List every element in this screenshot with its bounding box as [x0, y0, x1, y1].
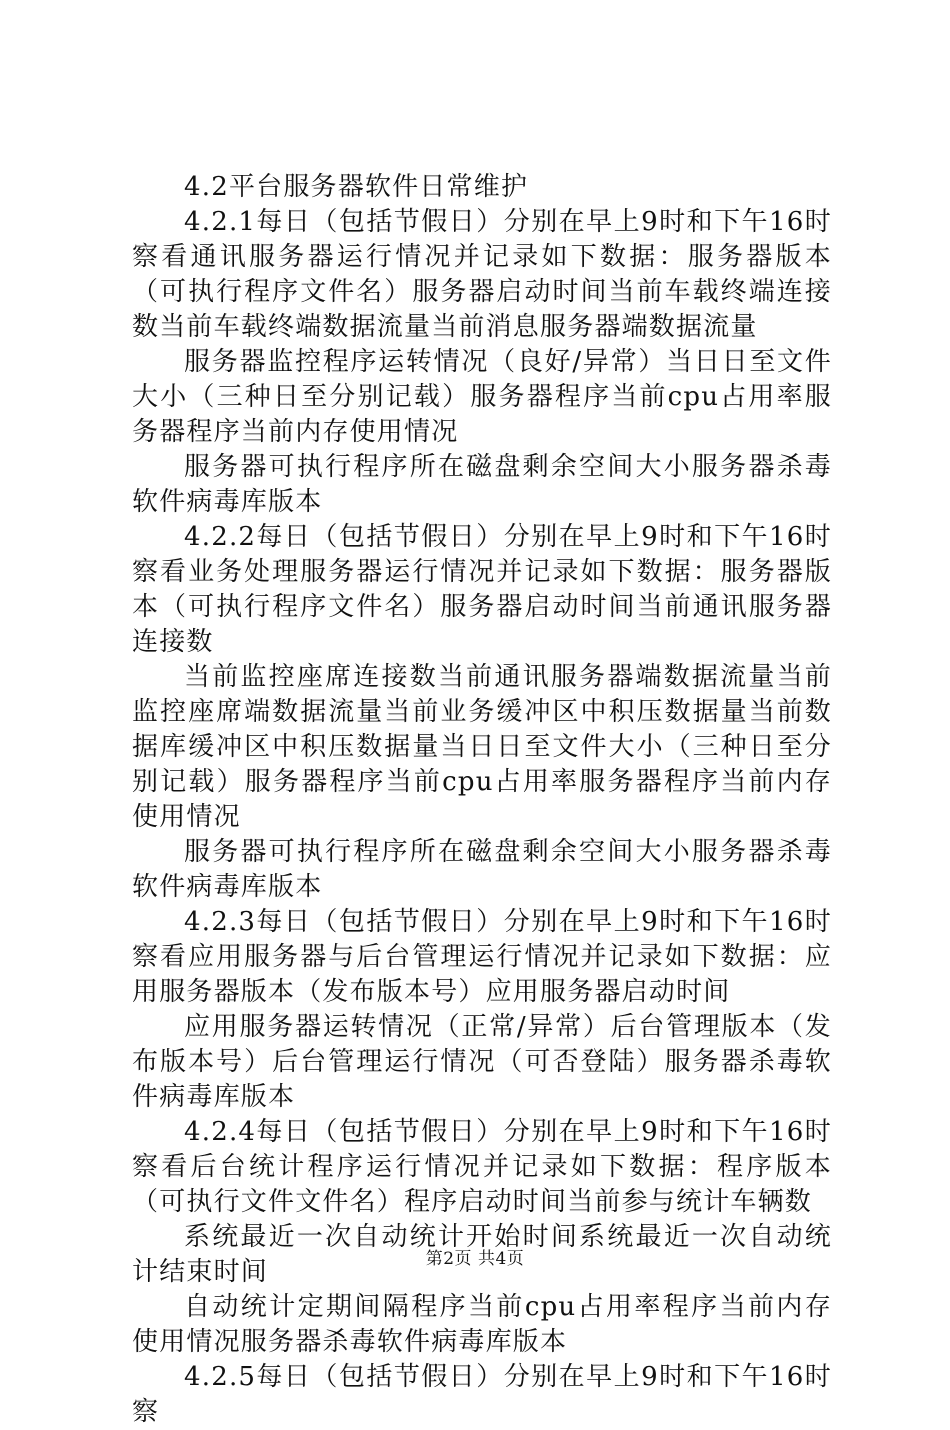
document-body: [132, 170, 832, 1430]
paragraph: 应用服务器运转情况（正常/异常）后台管理版本（发布版本号）后台管理运行情况（可否登陆）服务器杀毒软件病毒库版本: [132, 1012, 832, 1112]
paragraph: 4.2.3每日（包括节假日）分别在早上9时和下午16时察看应用服务器与后台管理运行情况并记录如下数据：应用服务器版本（发布版本号）应用服务器启动时间: [132, 907, 832, 1007]
paragraph: 4.2.4每日（包括节假日）分别在早上9时和下午16时察看后台统计程序运行情况并记录如下数据：程序版本（可执行文件文件名）程序启动时间当前参与统计车辆数: [132, 1117, 832, 1217]
paragraph: 4.2.2每日（包括节假日）分别在早上9时和下午16时察看业务处理服务器运行情况并记录如下数据：服务器版本（可执行程序文件名）服务器启动时间当前通讯服务器连接数: [132, 522, 832, 657]
paragraph: 服务器可执行程序所在磁盘剩余空间大小服务器杀毒软件病毒库版本: [132, 837, 832, 902]
page-number-footer: 第2页 共4页: [425, 1249, 525, 1269]
paragraph: 服务器监控程序运转情况（良好/异常）当日日至文件大小（三种日至分别记载）服务器程序当前cpu占用率服务器程序当前内存使用情况: [132, 347, 832, 447]
paragraph: 服务器可执行程序所在磁盘剩余空间大小服务器杀毒软件病毒库版本: [132, 452, 832, 517]
section-heading: 4.2平台服务器软件日常维护: [184, 172, 529, 202]
paragraph: 4.2.1每日（包括节假日）分别在早上9时和下午16时察看通讯服务器运行情况并记录如下数据：服务器版本（可执行程序文件名）服务器启动时间当前车载终端连接数当前车载终端数据流量当前消息服务器端数据流量: [132, 207, 832, 342]
paragraph: 4.2.5每日（包括节假日）分别在早上9时和下午16时察: [132, 1362, 832, 1427]
paragraph: 当前监控座席连接数当前通讯服务器端数据流量当前监控座席端数据流量当前业务缓冲区中积压数据量当前数据库缓冲区中积压数据量当日日至文件大小（三种日至分别记载）服务器程序当前cpu占用率服务器程序当前内存使用情况: [132, 662, 832, 832]
paragraph: 自动统计定期间隔程序当前cpu占用率程序当前内存使用情况服务器杀毒软件病毒库版本: [132, 1292, 832, 1357]
paragraph: 系统最近一次自动统计开始时间系统最近一次自动统计结束时间: [132, 1222, 832, 1287]
